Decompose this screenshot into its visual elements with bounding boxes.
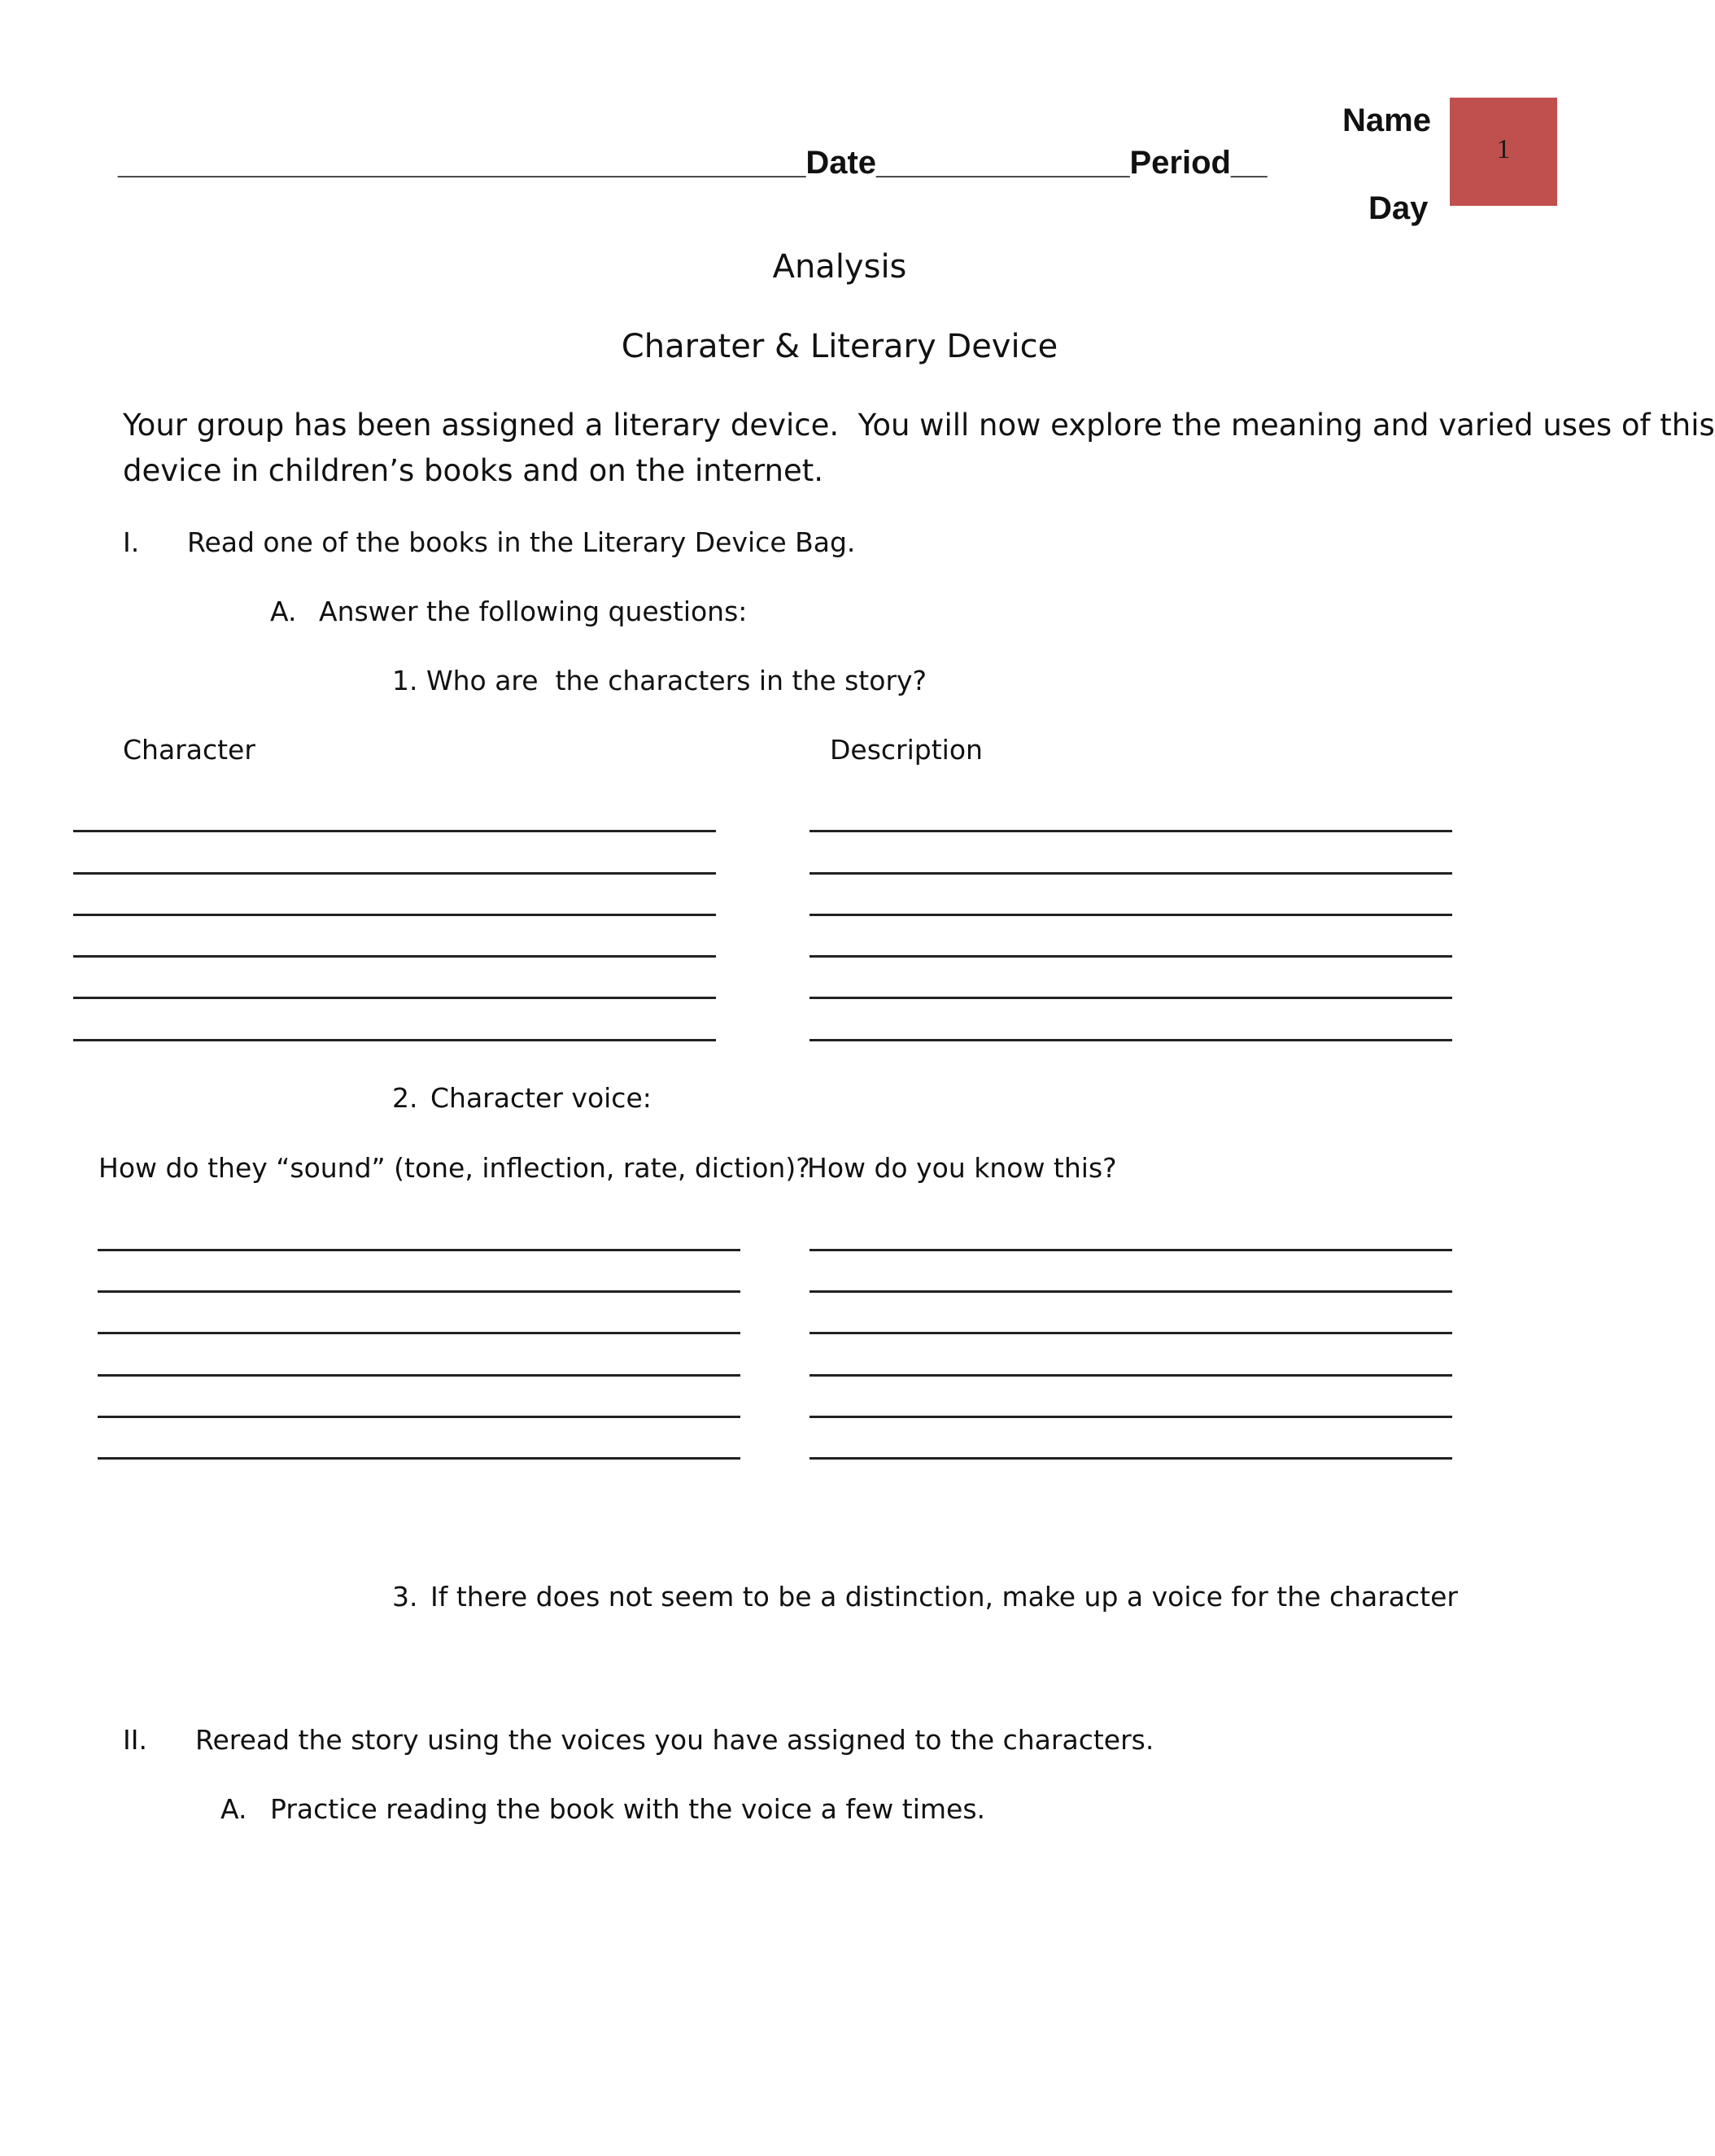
date-period-line: ______________________________________Date______________Period__ [118, 145, 1268, 181]
page-subtitle: Charater & Literary Device [621, 328, 1058, 365]
intro-line-2: device in children’s books and on the internet. [123, 453, 824, 488]
column-header-sound: How do they “sound” (tone, inflection, rate, diction)? [98, 1152, 810, 1184]
answer-line[interactable] [809, 1332, 1452, 1334]
column-header-description: Description [830, 734, 983, 766]
answer-line[interactable] [73, 1039, 716, 1041]
day-label: Day [1368, 190, 1429, 226]
answer-line[interactable] [73, 872, 716, 875]
page-number-box [1450, 98, 1557, 206]
answer-line[interactable] [73, 914, 716, 916]
answer-line[interactable] [809, 1249, 1452, 1251]
section-1-numeral: I. [123, 526, 140, 558]
section-1-sub-a-text: Answer the following questions: [319, 596, 748, 627]
page-number: 1 [1496, 133, 1511, 164]
answer-line[interactable] [98, 1416, 740, 1418]
column-header-know: How do you know this? [807, 1152, 1117, 1184]
question-2-text: Character voice: [430, 1082, 652, 1114]
answer-line[interactable] [809, 997, 1452, 999]
column-header-character: Character [123, 734, 255, 766]
section-1-text: Read one of the books in the Literary Device Bag. [187, 526, 856, 558]
answer-line[interactable] [98, 1290, 740, 1293]
answer-line[interactable] [809, 872, 1452, 875]
answer-line[interactable] [809, 1039, 1452, 1041]
question-2-number: 2. [392, 1082, 418, 1114]
answer-line[interactable] [73, 997, 716, 999]
answer-line[interactable] [98, 1249, 740, 1251]
header-fields [81, 98, 1440, 226]
intro-line-1: Your group has been assigned a literary device. You will now explore the meaning and varied uses of this [123, 408, 1715, 443]
answer-line[interactable] [809, 1416, 1452, 1418]
answer-line[interactable] [98, 1332, 740, 1334]
section-2-text: Reread the story using the voices you have assigned to the characters. [195, 1724, 1154, 1756]
answer-line[interactable] [809, 955, 1452, 958]
answer-line[interactable] [98, 1374, 740, 1377]
question-3-text: If there does not seem to be a distinction, make up a voice for the character [430, 1581, 1458, 1613]
name-label: Name [1342, 103, 1431, 138]
answer-line[interactable] [73, 955, 716, 958]
section-2-numeral: II. [123, 1724, 147, 1756]
page-title: Analysis [772, 248, 907, 286]
answer-line[interactable] [98, 1457, 740, 1460]
answer-line[interactable] [809, 1374, 1452, 1377]
answer-line[interactable] [809, 830, 1452, 832]
section-1-sub-a-letter: A. [270, 596, 297, 627]
answer-line[interactable] [809, 1457, 1452, 1460]
question-3-number: 3. [392, 1581, 418, 1613]
section-2-sub-a-letter: A. [220, 1793, 247, 1825]
section-2-sub-a-text: Practice reading the book with the voice a few times. [270, 1793, 986, 1825]
question-1: 1. Who are the characters in the story? [392, 665, 927, 696]
answer-line[interactable] [809, 1290, 1452, 1293]
answer-line[interactable] [73, 830, 716, 832]
answer-line[interactable] [809, 914, 1452, 916]
